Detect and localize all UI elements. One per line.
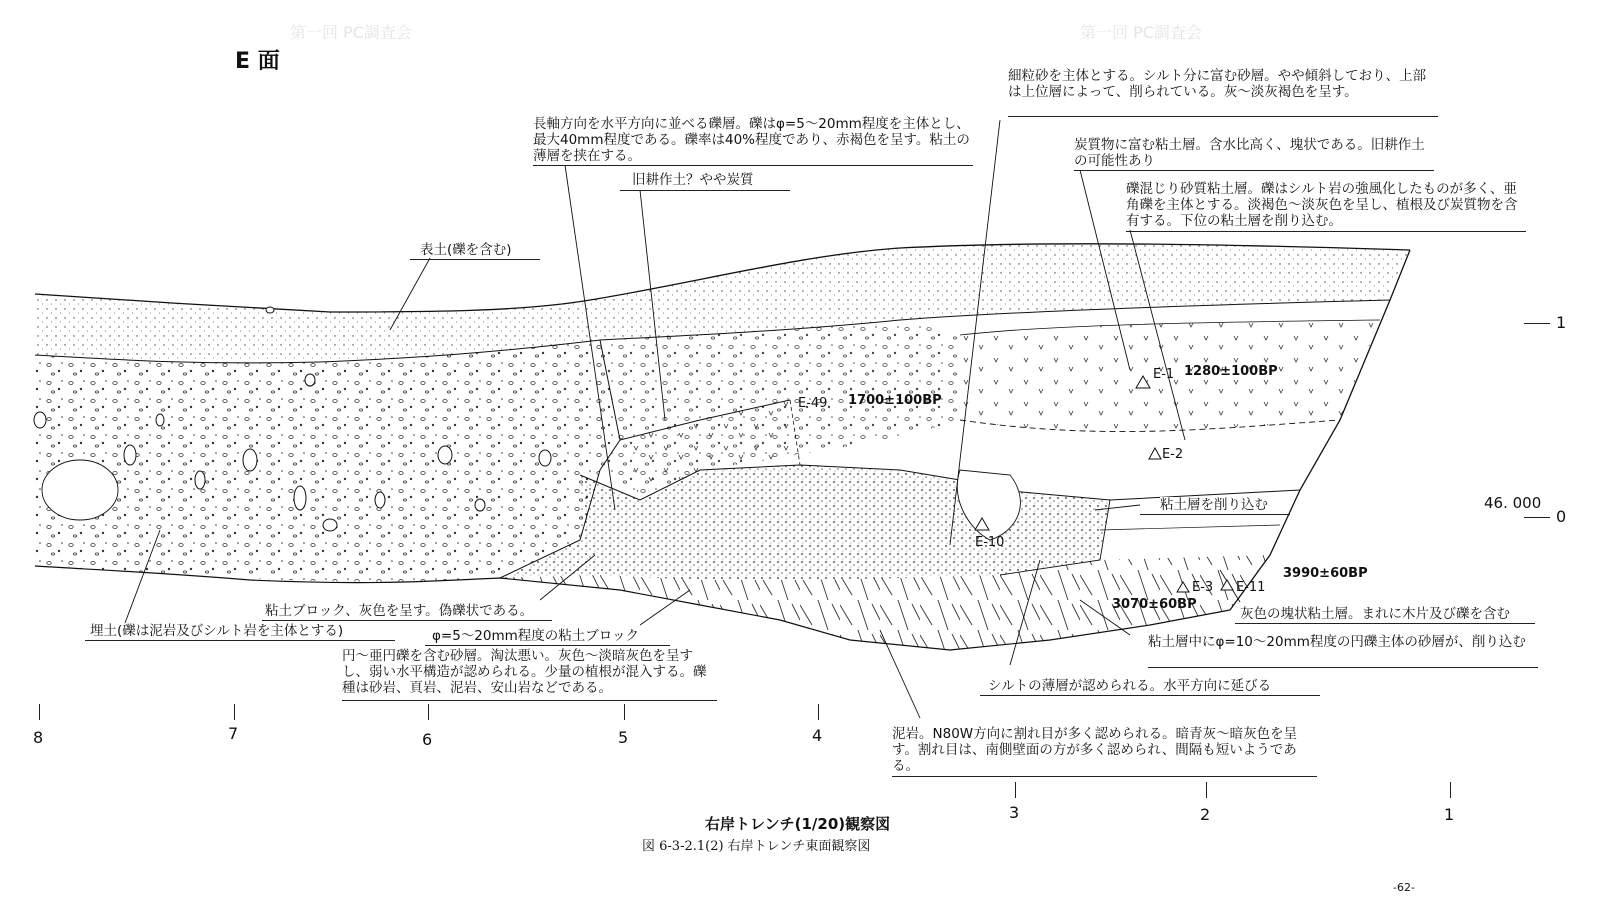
annotation-silt-thin-layer: シルトの薄層が認められる。水平方向に延びる [988,678,1272,694]
horizontal-tick-label: 6 [422,730,433,749]
annotation-old-cultivation-soil: 旧耕作土？やや炭質 [632,172,754,188]
faint-header-left: 第一回 PC調査会 [290,23,412,42]
sample-label: E-3 [1192,580,1214,595]
annotation-sand-layer: 円～亜円礫を含む砂層。淘汰悪い。灰色～淡暗灰色を呈すし、弱い水平構造が認められる。少量の植根が混入する。礫種は砂岩、頁岩、泥岩、安山岩などである。 [342,648,717,696]
sample-label: E-10 [975,535,1005,550]
annotation-sand-in-clay: 粘土層中にφ=10～20mm程度の円礫主体の砂層が、削り込む [1148,634,1538,650]
horizontal-tick-mark [624,704,625,720]
radiocarbon-date: 3990±60BP [1283,566,1368,581]
horizontal-tick-label: 7 [228,724,239,743]
horizontal-tick-mark [428,704,429,720]
vertical-tick-mark [1524,517,1550,518]
annotation-underline [620,190,790,191]
page-number: -62- [1393,881,1415,894]
annotation-fill: 埋土(礫は泥岩及びシルト岩を主体とする) [90,623,344,639]
radiocarbon-date: 3070±60BP [1112,597,1197,612]
annotation-underline [425,645,670,646]
annotation-clay-block-size: φ=5～20mm程度の粘土ブロック [432,628,640,644]
annotation-gravelly-sandy-clay: 礫混じり砂質粘土層。礫はシルト岩の強風化したものが多く、亜角礫を主体とする。淡褐色～淡灰色を呈し、植根及び炭質物を含有する。下位の粘土層を削り込む。 [1126,181,1526,229]
vertical-tick-label: 0 [1556,507,1567,526]
faint-header-right: 第一回 PC調査会 [1080,23,1202,42]
vertical-tick-label: 1 [1556,313,1567,332]
annotation-underline [533,165,973,166]
radiocarbon-date: 1700±100BP [848,393,942,408]
sample-label: E-49 [798,396,828,411]
annotation-gravel-layer: 長軸方向を水平方向に並べる礫層。礫はφ=5～20mm程度を主体とし、最大40mm程度である。礫率は40%程度であり、赤褐色を呈す。粘土の薄層を挟在する。 [533,116,973,164]
annotation-underline [85,640,395,641]
annotation-underline [1140,514,1290,515]
horizontal-tick-mark [39,704,40,720]
annotation-clay-block: 粘土ブロック、灰色を呈す。偽礫状である。 [265,603,534,619]
annotation-carbonaceous-clay: 炭質物に富む粘土層。含水比高く、塊状である。旧耕作土の可能性あり [1074,137,1434,169]
annotation-underline [1235,623,1535,624]
horizontal-tick-mark [1450,782,1451,798]
horizontal-tick-label: 3 [1009,803,1020,822]
annotation-underline [980,695,1320,696]
horizontal-tick-mark [1015,782,1016,798]
annotation-underline [1148,667,1538,668]
horizontal-tick-mark [234,704,235,720]
vertical-tick-mark [1524,323,1550,324]
annotation-mudstone: 泥岩。N80W方向に割れ目が多く認められる。暗青灰～暗灰色を呈す。割れ目は、南側壁面の方が多く認められ、間隔も短いようである。 [892,726,1317,774]
horizontal-tick-label: 4 [812,726,823,745]
sample-label: E-11 [1236,580,1266,595]
horizontal-tick-label: 2 [1200,805,1211,824]
annotation-fine-sand-layer: 細粒砂を主体とする。シルト分に富む砂層。やや傾斜しており、上部は上位層によって、削られている。灰～淡灰褐色を呈す。 [1008,68,1438,100]
sample-label: E-2 [1162,447,1184,462]
annotation-underline [1008,116,1438,117]
horizontal-tick-mark [818,704,819,720]
annotation-cuts-clay-layer: 粘土層を削り込む [1160,497,1268,513]
annotation-underline [410,259,540,260]
annotation-underline [262,620,552,621]
annotation-grey-massive-clay: 灰色の塊状粘土層。まれに木片及び礫を含む [1240,606,1510,622]
fill-layer [35,340,620,582]
horizontal-tick-mark [1206,782,1207,798]
horizontal-tick-label: 1 [1444,805,1455,824]
annotation-underline [892,776,1317,777]
sand-gravel-layer [500,465,1110,580]
horizontal-tick-label: 5 [618,728,629,747]
annotation-underline [342,700,717,701]
figure-caption-main: 右岸トレンチ(1/20)観察図 [705,815,891,833]
face-heading: E 面 [235,49,280,74]
annotation-underline [1126,231,1526,232]
figure-caption-sub: 図 6-3-2.1(2) 右岸トレンチ東面観察図 [642,839,871,854]
annotation-underline [1074,170,1434,171]
radiocarbon-date: 1280±100BP [1184,364,1278,379]
elevation-value: 46. 000 [1484,494,1542,512]
annotation-topsoil: 表土(礫を含む) [420,242,512,258]
sample-label: E-1 [1153,367,1175,382]
horizontal-tick-label: 8 [33,728,44,747]
